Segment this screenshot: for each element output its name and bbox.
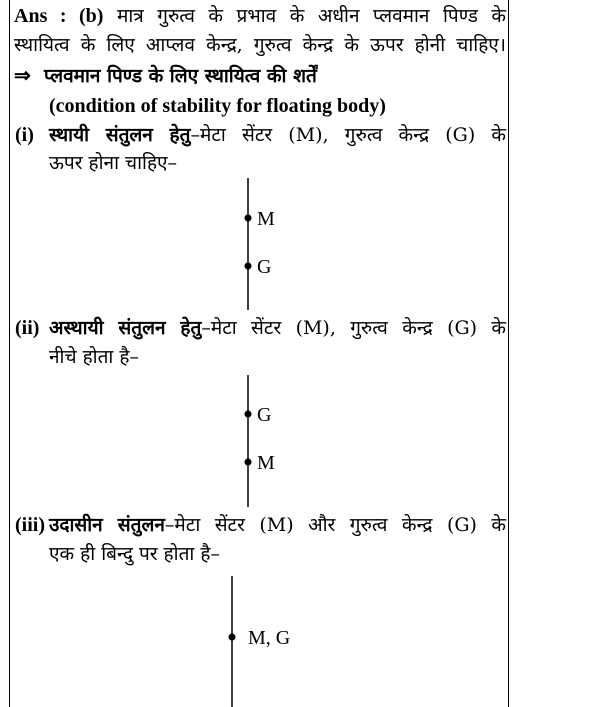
item-3-text: मेटा सेंटर (M) और गुरुत्व केन्द्र (G) के xyxy=(174,514,507,536)
item-1-dash: – xyxy=(190,124,200,146)
diagram-2-label-upper: G xyxy=(257,404,272,426)
diagram-1-label-lower: G xyxy=(257,256,272,278)
metacentre-point xyxy=(245,215,252,222)
item-3-line-1 xyxy=(49,513,506,537)
diagram-2-label-lower: M xyxy=(257,452,275,474)
answer-line-1 xyxy=(14,4,506,28)
answer-text-1: मात्र गुरुत्व के प्रभाव के अधीन प्लवमान पिण्ड के xyxy=(116,5,507,27)
implies-arrow-icon: ⇒ xyxy=(14,65,31,87)
item-1-line-2: ऊपर होना चाहिए– xyxy=(49,152,178,174)
stable-equilibrium-diagram xyxy=(238,178,258,310)
heading-english: (condition of stability for floating body) xyxy=(49,95,386,117)
item-1-title: स्थायी संतुलन हेतु xyxy=(49,124,191,146)
item-2-line-2: नीचे होता है– xyxy=(49,346,139,368)
centre-of-gravity-point xyxy=(245,263,252,270)
unstable-equilibrium-diagram xyxy=(238,375,258,507)
item-2-text: मेटा सेंटर (M), गुरुत्व केन्द्र (G) के xyxy=(210,317,506,339)
item-3-dash: – xyxy=(164,514,175,536)
answer-label: Ans : (b) xyxy=(14,5,104,27)
answer-line-2: स्थायित्व के लिए आप्लव केन्द्र, गुरुत्व केन्द्र के ऊपर होनी चाहिए। xyxy=(14,34,506,56)
neutral-equilibrium-diagram xyxy=(222,576,242,707)
item-1-text: मेटा सेंटर (M), गुरुत्व केन्द्र (G) के xyxy=(199,124,506,146)
metacentre-point xyxy=(245,459,252,466)
item-number-1: (i) xyxy=(15,124,34,146)
item-number-2: (ii) xyxy=(15,317,40,339)
coincident-point xyxy=(229,634,236,641)
stability-heading xyxy=(14,64,506,88)
heading-hindi: प्लवमान पिण्ड के लिए स्थायित्व की शर्तें xyxy=(44,65,317,87)
diagram-1-label-upper: M xyxy=(257,208,275,230)
item-3-title: उदासीन संतुलन xyxy=(49,514,165,536)
centre-of-gravity-point xyxy=(245,411,252,418)
item-number-3: (iii) xyxy=(15,514,45,536)
item-2-title: अस्थायी संतुलन हेतु xyxy=(49,317,202,339)
item-1-line-1 xyxy=(49,123,506,147)
item-2-line-1 xyxy=(49,316,506,340)
item-2-dash: – xyxy=(201,317,211,339)
diagram-3-label: M, G xyxy=(248,627,291,649)
item-3-line-2: एक ही बिन्दु पर होता है– xyxy=(49,543,220,565)
